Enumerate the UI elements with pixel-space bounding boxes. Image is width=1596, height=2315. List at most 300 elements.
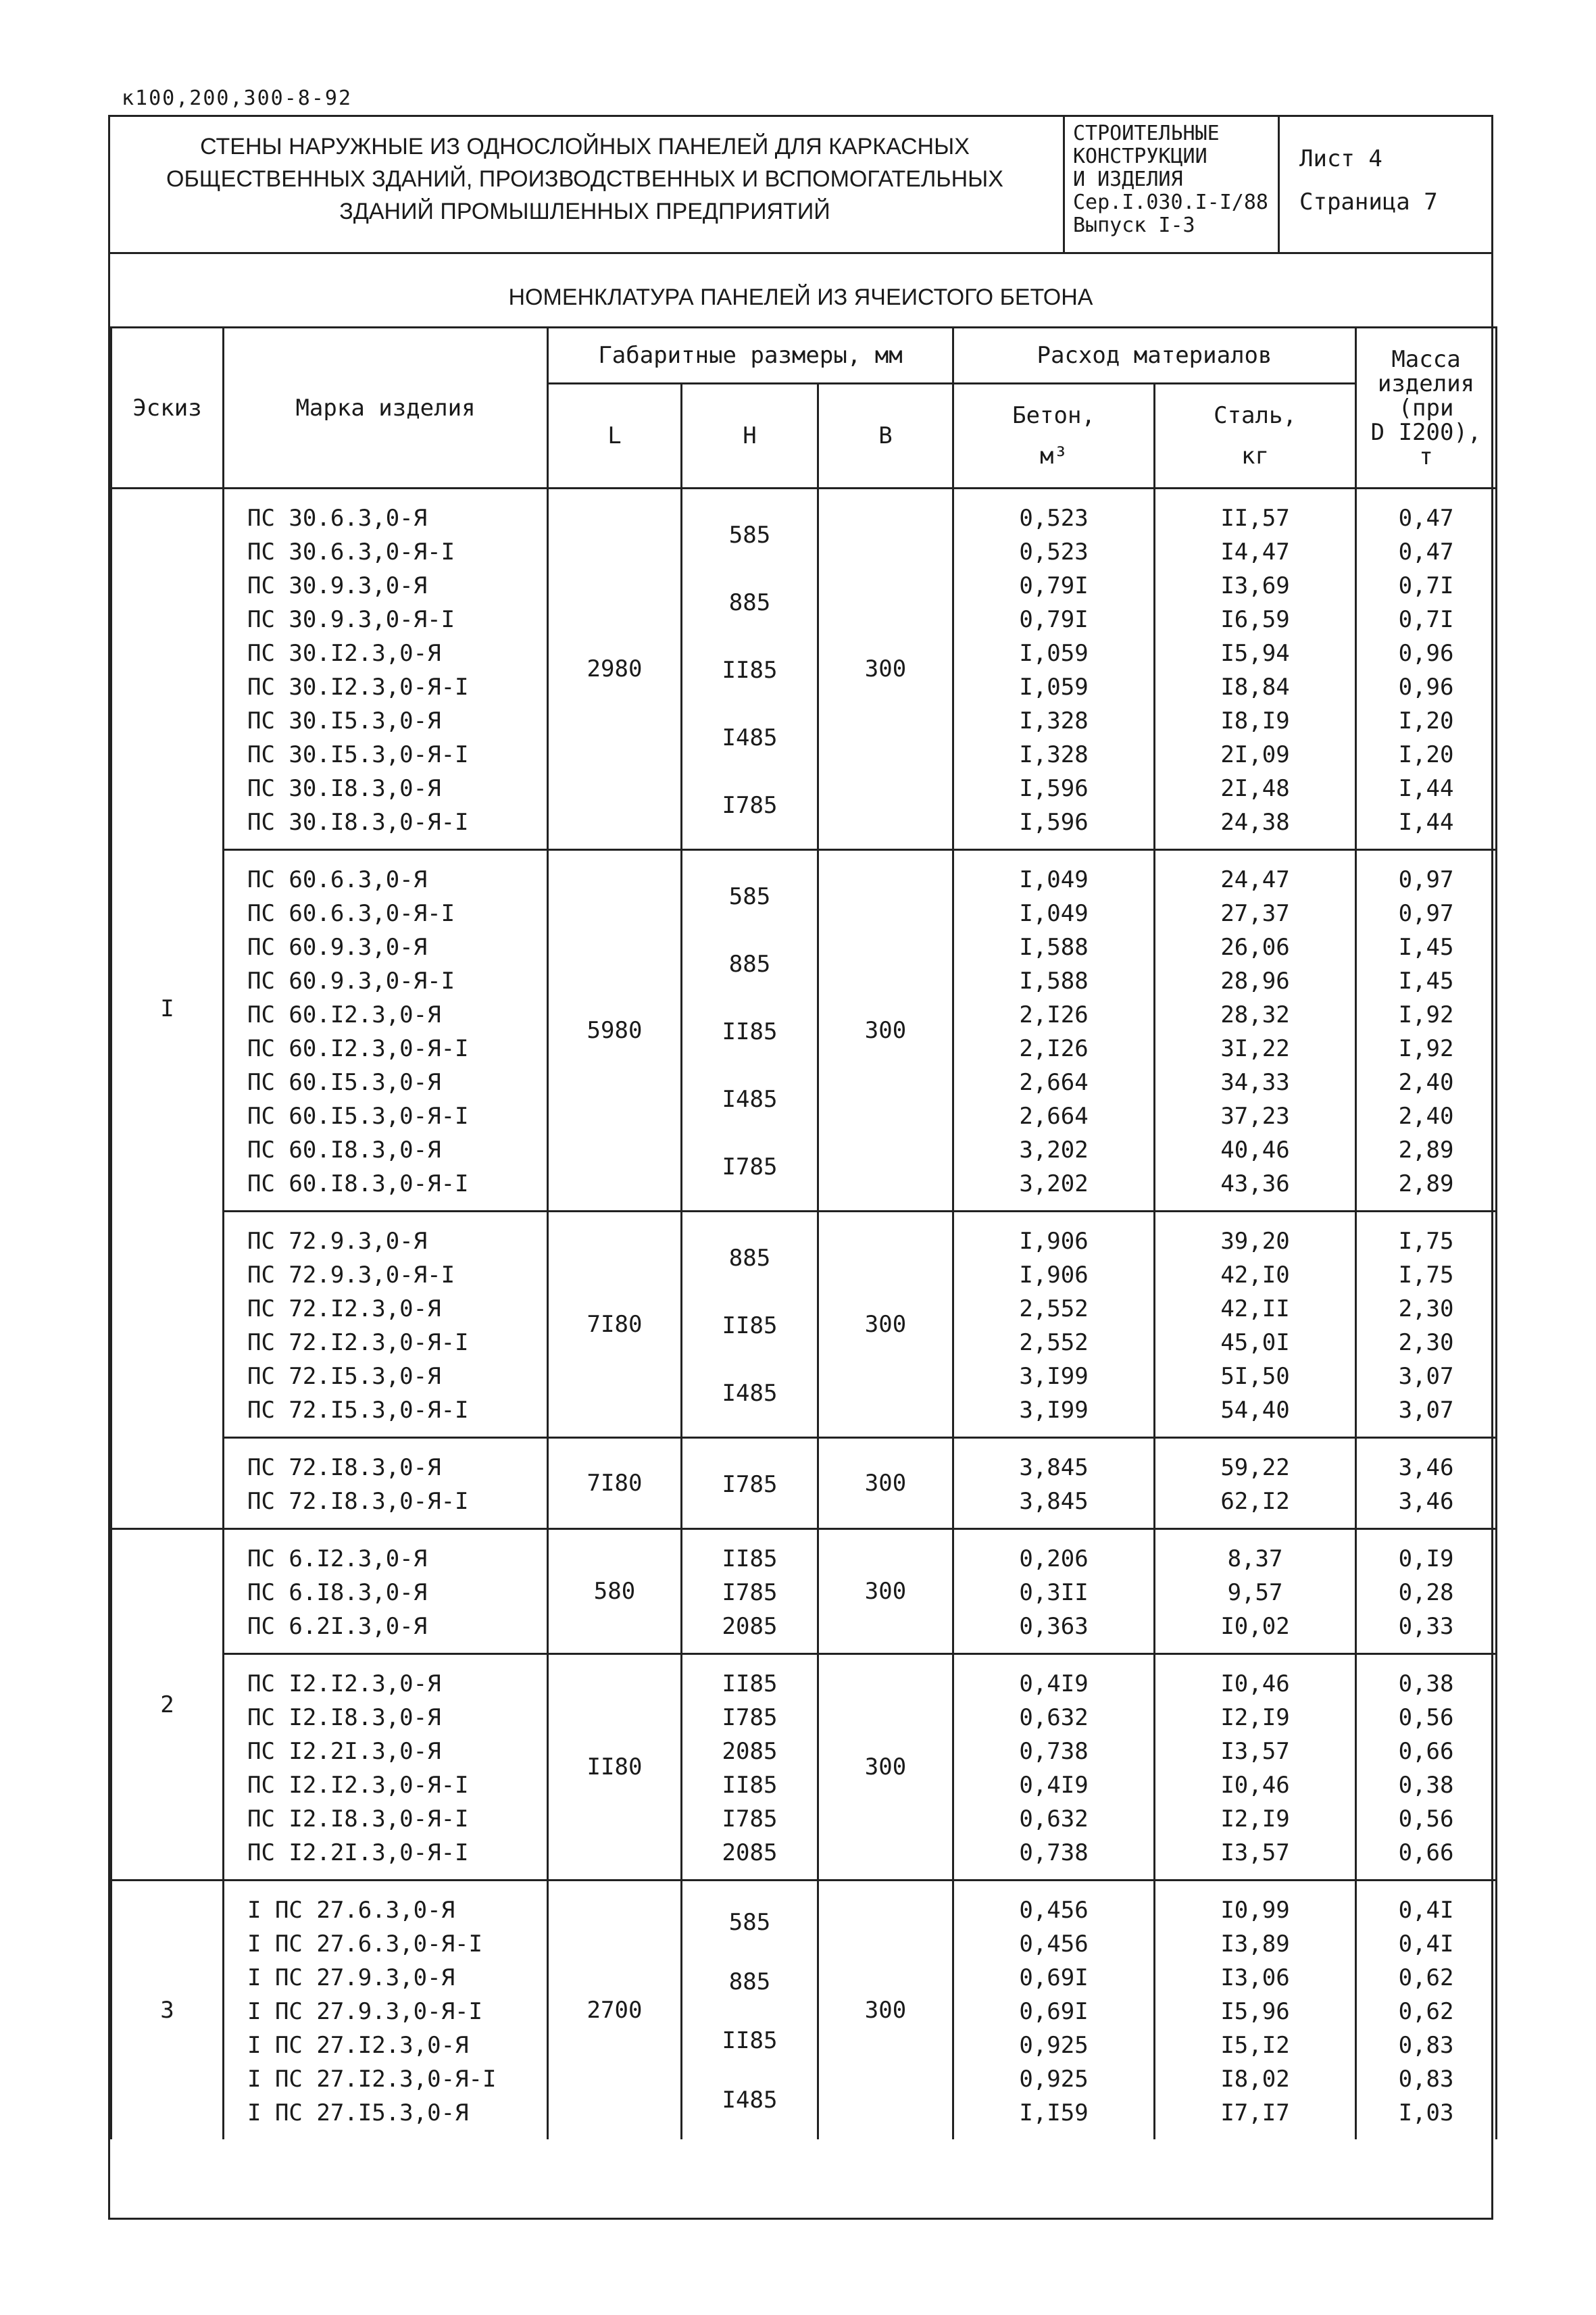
- panel-group-row: [111, 850, 1497, 1212]
- steel-cell-value: I4,47: [1220, 539, 1290, 566]
- mass-cell-value: 0,4I: [1398, 1897, 1454, 1924]
- width-cell-value: 300: [864, 1578, 907, 1605]
- length-cell-value: 2980: [587, 655, 643, 682]
- concrete-cell-value: 2,552: [1019, 1295, 1089, 1322]
- mass-cell-value: I,92: [1398, 1001, 1454, 1028]
- col-materials: Расход материалов: [953, 328, 1356, 384]
- series-line: КОНСТРУКЦИИ: [1073, 145, 1207, 168]
- mark-cell-value: ПС 30.I8.3,0-Я-I: [247, 809, 469, 836]
- concrete-cell: [953, 1654, 1155, 1881]
- steel-cell-value: II,57: [1220, 505, 1290, 532]
- steel-cell-value: 42,I0: [1220, 1262, 1290, 1289]
- mark-cell-value: ПС 60.9.3,0-Я-I: [247, 968, 455, 995]
- steel-cell-value: 34,33: [1220, 1069, 1290, 1096]
- mark-cell-value: ПС 30.6.3,0-Я-I: [247, 539, 455, 566]
- mark-cell: [224, 489, 548, 850]
- mass-cell-value: I,75: [1398, 1228, 1454, 1255]
- series-line: Выпуск I-3: [1073, 214, 1195, 237]
- concrete-cell: [953, 1438, 1155, 1529]
- mark-cell-value: ПС 30.9.3,0-Я: [247, 572, 428, 599]
- width-cell-value: 300: [864, 655, 907, 682]
- concrete-cell-value: I,596: [1019, 809, 1089, 836]
- length-cell-value: 5980: [587, 1017, 643, 1044]
- mark-cell-value: ПС 30.9.3,0-Я-I: [247, 606, 455, 633]
- mass-cell-value: 0,83: [1398, 2066, 1454, 2093]
- sheet-number: Лист 4: [1299, 145, 1382, 172]
- concrete-cell-value: 0,632: [1019, 1806, 1089, 1833]
- col-mass: [1356, 328, 1497, 489]
- panel-group-row: [111, 1881, 1497, 2140]
- mark-cell-value: I ПС 27.I2.3,0-Я-I: [247, 2066, 497, 2093]
- concrete-cell-value: 0,206: [1019, 1545, 1089, 1572]
- height-value: I485: [722, 1380, 778, 1407]
- mass-cell-value: 0,96: [1398, 674, 1454, 701]
- mark-cell-value: I ПС 27.6.3,0-Я-I: [247, 1931, 482, 1958]
- mass-cell-value: I,45: [1398, 968, 1454, 995]
- steel-cell-value: I7,I7: [1220, 2099, 1290, 2126]
- width-cell-value: 300: [864, 1311, 907, 1338]
- concrete-cell-value: 2,I26: [1019, 1001, 1089, 1028]
- concrete-cell-value: I,596: [1019, 775, 1089, 802]
- document-code: к100,200,300-8-92: [122, 86, 353, 110]
- steel-cell-value: I5,I2: [1220, 2032, 1290, 2059]
- col-concrete: [953, 384, 1155, 489]
- concrete-cell-value: 2,664: [1019, 1103, 1089, 1130]
- steel-cell-value: 59,22: [1220, 1454, 1290, 1481]
- mass-cell-value: 0,96: [1398, 640, 1454, 667]
- height-value: II85: [722, 657, 778, 684]
- steel-cell-value: I8,I9: [1220, 707, 1290, 735]
- mark-cell: [224, 1438, 548, 1529]
- mass-cell-value: 0,33: [1398, 1613, 1454, 1640]
- length-cell: [548, 1529, 682, 1654]
- mass-cell-value: I,03: [1398, 2099, 1454, 2126]
- concrete-cell-value: I,588: [1019, 968, 1089, 995]
- mark-cell-value: ПС 60.I2.3,0-Я: [247, 1001, 441, 1028]
- mass-cell-value: I,44: [1398, 809, 1454, 836]
- width-cell: [818, 1654, 953, 1881]
- height-value: I785: [722, 1471, 778, 1498]
- sketch-cell: [111, 489, 224, 1529]
- drawing-sheet: [108, 115, 1493, 2220]
- col-steel: [1155, 384, 1356, 489]
- mark-cell-value: ПС I2.I2.3,0-Я: [247, 1670, 441, 1697]
- steel-cell-value: 40,46: [1220, 1137, 1290, 1164]
- mark-cell-value: ПС I2.I8.3,0-Я: [247, 1704, 441, 1731]
- concrete-cell-value: 0,3II: [1019, 1579, 1089, 1606]
- col-mark: Марка изделия: [224, 328, 548, 489]
- height-value: II85: [722, 2027, 778, 2054]
- steel-cell-value: 9,57: [1227, 1579, 1283, 1606]
- sketch-number: I: [160, 995, 174, 1022]
- concrete-cell-value: 0,738: [1019, 1738, 1089, 1765]
- length-cell: [548, 489, 682, 850]
- concrete-cell-value: 0,925: [1019, 2032, 1089, 2059]
- mass-cell-value: 0,83: [1398, 2032, 1454, 2059]
- concrete-cell-value: 0,523: [1019, 505, 1089, 532]
- concrete-cell: [953, 1212, 1155, 1438]
- height-value: I485: [722, 1086, 778, 1113]
- mass-cell-value: 0,7I: [1398, 606, 1454, 633]
- height-value: 2085: [722, 1738, 778, 1765]
- mark-cell: [224, 1654, 548, 1881]
- mass-header-line: D I200),: [1370, 418, 1482, 446]
- height-value: 885: [728, 589, 771, 616]
- height-value: 885: [728, 1245, 771, 1272]
- mass-header-line: (при: [1398, 394, 1454, 422]
- mark-cell-value: ПС 6.I2.3,0-Я: [247, 1545, 428, 1572]
- series-line: И ИЗДЕЛИЯ: [1073, 168, 1183, 191]
- steel-cell-value: 5I,50: [1220, 1363, 1290, 1390]
- mass-cell: [1356, 1654, 1497, 1881]
- mass-cell-value: 0,38: [1398, 1772, 1454, 1799]
- steel-cell-value: 42,II: [1220, 1295, 1290, 1322]
- concrete-cell-value: I,906: [1019, 1262, 1089, 1289]
- mass-cell: [1356, 850, 1497, 1212]
- steel-cell-value: 28,96: [1220, 968, 1290, 995]
- width-cell: [818, 1212, 953, 1438]
- concrete-label: Бетон,: [1012, 402, 1095, 429]
- steel-cell-value: 2I,09: [1220, 741, 1290, 768]
- steel-cell-value: 27,37: [1220, 900, 1290, 927]
- sheet-info: [1299, 137, 1438, 224]
- steel-cell-value: I0,02: [1220, 1613, 1290, 1640]
- mass-cell-value: I,44: [1398, 775, 1454, 802]
- steel-cell-value: 37,23: [1220, 1103, 1290, 1130]
- steel-cell-value: 2I,48: [1220, 775, 1290, 802]
- panel-group-row: [111, 1212, 1497, 1438]
- concrete-cell-value: 0,4I9: [1019, 1772, 1089, 1799]
- height-value: 885: [728, 951, 771, 978]
- sketch-number: 3: [160, 1997, 174, 2024]
- steel-cell-value: I3,57: [1220, 1839, 1290, 1866]
- steel-unit: кг: [1241, 443, 1269, 470]
- mass-cell-value: 0,47: [1398, 505, 1454, 532]
- concrete-cell-value: 0,363: [1019, 1613, 1089, 1640]
- mark-cell-value: ПС I2.I8.3,0-Я-I: [247, 1806, 469, 1833]
- mark-cell-value: ПС I2.I2.3,0-Я-I: [247, 1772, 469, 1799]
- concrete-cell-value: 3,I99: [1019, 1363, 1089, 1390]
- mark-cell: [224, 1881, 548, 2140]
- length-cell: [548, 850, 682, 1212]
- mark-cell-value: I ПС 27.I2.3,0-Я: [247, 2032, 469, 2059]
- mass-cell-value: 2,40: [1398, 1103, 1454, 1130]
- concrete-cell-value: 3,I99: [1019, 1397, 1089, 1424]
- concrete-cell-value: 2,664: [1019, 1069, 1089, 1096]
- steel-cell-value: I3,69: [1220, 572, 1290, 599]
- steel-cell-value: 24,47: [1220, 866, 1290, 893]
- mass-cell-value: 2,89: [1398, 1137, 1454, 1164]
- mass-cell-value: 2,40: [1398, 1069, 1454, 1096]
- concrete-cell-value: 2,552: [1019, 1329, 1089, 1356]
- length-cell: [548, 1654, 682, 1881]
- mass-cell-value: 0,4I: [1398, 1931, 1454, 1958]
- length-cell: [548, 1212, 682, 1438]
- col-H: H: [682, 384, 818, 489]
- mark-cell: [224, 850, 548, 1212]
- mark-cell-value: ПС 6.I8.3,0-Я: [247, 1579, 428, 1606]
- mark-cell-value: ПС 30.I5.3,0-Я: [247, 707, 441, 735]
- mark-cell-value: ПС 30.I2.3,0-Я-I: [247, 674, 469, 701]
- mass-cell-value: I,92: [1398, 1035, 1454, 1062]
- page-number: Страница 7: [1299, 189, 1438, 216]
- width-cell: [818, 1529, 953, 1654]
- steel-cell-value: I2,I9: [1220, 1704, 1290, 1731]
- concrete-cell-value: I,588: [1019, 934, 1089, 961]
- mass-cell: [1356, 1212, 1497, 1438]
- mass-cell-value: I,20: [1398, 741, 1454, 768]
- mass-cell-value: 0,I9: [1398, 1545, 1454, 1572]
- mass-cell-value: 0,97: [1398, 866, 1454, 893]
- title-block: [110, 117, 1491, 254]
- steel-cell: [1155, 850, 1356, 1212]
- mark-cell: [224, 1529, 548, 1654]
- mark-cell-value: ПС 60.I5.3,0-Я-I: [247, 1103, 469, 1130]
- height-value: II85: [722, 1670, 778, 1697]
- concrete-cell-value: 0,456: [1019, 1897, 1089, 1924]
- panel-group-row: [111, 1654, 1497, 1881]
- length-cell-value: II80: [587, 1753, 643, 1781]
- concrete-cell-value: I,059: [1019, 640, 1089, 667]
- mass-cell-value: 2,30: [1398, 1329, 1454, 1356]
- mass-cell-value: 0,56: [1398, 1704, 1454, 1731]
- steel-cell-value: 28,32: [1220, 1001, 1290, 1028]
- steel-cell-value: I8,84: [1220, 674, 1290, 701]
- mark-cell-value: I ПС 27.9.3,0-Я-I: [247, 1998, 482, 2025]
- sketch-cell: [111, 1881, 224, 2140]
- mark-cell-value: ПС 30.I8.3,0-Я: [247, 775, 441, 802]
- concrete-cell: [953, 1881, 1155, 2140]
- steel-cell: [1155, 1654, 1356, 1881]
- mass-cell-value: I,45: [1398, 934, 1454, 961]
- height-value: II85: [722, 1772, 778, 1799]
- concrete-cell-value: I,906: [1019, 1228, 1089, 1255]
- sketch-cell: [111, 1529, 224, 1881]
- mass-cell: [1356, 1881, 1497, 2140]
- concrete-cell-value: 3,202: [1019, 1170, 1089, 1197]
- mass-cell-value: 0,47: [1398, 539, 1454, 566]
- concrete-cell-value: 0,69I: [1019, 1998, 1089, 2025]
- mark-cell-value: ПС 72.I5.3,0-Я: [247, 1363, 441, 1390]
- steel-cell-value: I5,94: [1220, 640, 1290, 667]
- steel-cell: [1155, 1529, 1356, 1654]
- height-value: 885: [728, 1968, 771, 1995]
- concrete-cell-value: 0,738: [1019, 1839, 1089, 1866]
- width-cell-value: 300: [864, 1017, 907, 1044]
- steel-cell-value: 8,37: [1227, 1545, 1283, 1572]
- height-value: II85: [722, 1545, 778, 1572]
- mark-cell-value: ПС 72.9.3,0-Я-I: [247, 1262, 455, 1289]
- panel-nomenclature-table: [110, 326, 1497, 2139]
- width-cell-value: 300: [864, 1753, 907, 1781]
- mass-cell-value: 2,30: [1398, 1295, 1454, 1322]
- concrete-cell: [953, 1529, 1155, 1654]
- concrete-cell-value: 2,I26: [1019, 1035, 1089, 1062]
- mass-cell-value: 0,62: [1398, 1964, 1454, 1991]
- mark-cell-value: ПС 72.I2.3,0-Я-I: [247, 1329, 469, 1356]
- mark-cell-value: ПС 60.I8.3,0-Я: [247, 1137, 441, 1164]
- width-cell: [818, 1881, 953, 2140]
- mass-cell-value: 0,66: [1398, 1738, 1454, 1765]
- steel-cell-value: I0,99: [1220, 1897, 1290, 1924]
- height-cell: [682, 1438, 818, 1529]
- mark-cell-value: ПС 60.I2.3,0-Я-I: [247, 1035, 469, 1062]
- steel-cell-value: I5,96: [1220, 1998, 1290, 2025]
- steel-cell-value: 26,06: [1220, 934, 1290, 961]
- mass-cell-value: 0,38: [1398, 1670, 1454, 1697]
- mass-header-line: Масса: [1391, 345, 1461, 373]
- mark-cell-value: ПС 72.I5.3,0-Я-I: [247, 1397, 469, 1424]
- concrete-cell-value: I,I59: [1019, 2099, 1089, 2126]
- mass-cell-value: 3,46: [1398, 1454, 1454, 1481]
- steel-cell-value: 54,40: [1220, 1397, 1290, 1424]
- steel-cell: [1155, 1212, 1356, 1438]
- series-line: СТРОИТЕЛЬНЫЕ: [1073, 122, 1220, 145]
- steel-cell: [1155, 489, 1356, 850]
- mark-cell-value: ПС I2.2I.3,0-Я: [247, 1738, 441, 1765]
- concrete-cell-value: I,328: [1019, 707, 1089, 735]
- mark-cell: [224, 1212, 548, 1438]
- concrete-cell-value: I,049: [1019, 900, 1089, 927]
- col-sketch: Эскиз: [111, 328, 224, 489]
- mark-cell-value: ПС 30.6.3,0-Я: [247, 505, 428, 532]
- mark-cell-value: ПС 72.I2.3,0-Я: [247, 1295, 441, 1322]
- col-B: B: [818, 384, 953, 489]
- width-cell-value: 300: [864, 1470, 907, 1497]
- mass-cell: [1356, 489, 1497, 850]
- mass-cell-value: 0,97: [1398, 900, 1454, 927]
- height-cell: [682, 850, 818, 1212]
- concrete-cell-value: 0,925: [1019, 2066, 1089, 2093]
- height-value: 2085: [722, 1839, 778, 1866]
- steel-cell-value: I8,02: [1220, 2066, 1290, 2093]
- height-value: 585: [728, 883, 771, 910]
- mass-cell-value: 2,89: [1398, 1170, 1454, 1197]
- mark-cell-value: I ПС 27.9.3,0-Я: [247, 1964, 455, 1991]
- mark-cell-value: ПС 60.I8.3,0-Я-I: [247, 1170, 469, 1197]
- steel-cell-value: I3,06: [1220, 1964, 1290, 1991]
- length-cell: [548, 1881, 682, 2140]
- concrete-cell-value: 0,69I: [1019, 1964, 1089, 1991]
- table-title: НОМЕНКЛАТУРА ПАНЕЛЕЙ ИЗ ЯЧЕИСТОГО БЕТОНА: [508, 284, 1093, 310]
- mark-cell-value: ПС 60.6.3,0-Я: [247, 866, 428, 893]
- concrete-cell-value: 0,523: [1019, 539, 1089, 566]
- series-info: [1073, 122, 1268, 237]
- concrete-cell-value: 0,79I: [1019, 606, 1089, 633]
- height-value: I785: [722, 1153, 778, 1180]
- mass-header-line: изделия: [1377, 370, 1475, 397]
- steel-cell-value: I3,57: [1220, 1738, 1290, 1765]
- width-cell: [818, 1438, 953, 1529]
- mark-cell-value: I ПС 27.6.3,0-Я: [247, 1897, 455, 1924]
- width-cell: [818, 850, 953, 1212]
- concrete-cell-value: 3,845: [1019, 1488, 1089, 1515]
- concrete-cell-value: 3,845: [1019, 1454, 1089, 1481]
- steel-cell-value: I3,89: [1220, 1931, 1290, 1958]
- mark-cell-value: ПС I2.2I.3,0-Я-I: [247, 1839, 469, 1866]
- concrete-cell-value: I,049: [1019, 866, 1089, 893]
- steel-label: Сталь,: [1214, 402, 1297, 429]
- steel-cell-value: 45,0I: [1220, 1329, 1290, 1356]
- height-value: I485: [722, 2086, 778, 2114]
- title-line: СТЕНЫ НАРУЖНЫЕ ИЗ ОДНОСЛОЙНЫХ ПАНЕЛЕЙ ДЛЯ КАРКАСНЫХ: [200, 134, 970, 159]
- height-value: I785: [722, 1806, 778, 1833]
- height-cell: [682, 1212, 818, 1438]
- concrete-cell-value: 0,79I: [1019, 572, 1089, 599]
- concrete-cell-value: 0,632: [1019, 1704, 1089, 1731]
- concrete-cell-value: I,328: [1019, 741, 1089, 768]
- height-value: 585: [728, 522, 771, 549]
- mass-cell-value: 0,66: [1398, 1839, 1454, 1866]
- height-cell: [682, 1654, 818, 1881]
- concrete-unit: м³: [1040, 443, 1068, 470]
- mark-cell-value: ПС 72.9.3,0-Я: [247, 1228, 428, 1255]
- mass-cell-value: 0,56: [1398, 1806, 1454, 1833]
- mark-cell-value: ПС 72.I8.3,0-Я-I: [247, 1488, 469, 1515]
- length-cell-value: 7I80: [587, 1470, 643, 1497]
- mass-cell-value: I,20: [1398, 707, 1454, 735]
- height-value: 2085: [722, 1613, 778, 1640]
- col-L: L: [548, 384, 682, 489]
- mark-cell-value: ПС 60.I5.3,0-Я: [247, 1069, 441, 1096]
- mass-header-line: т: [1419, 443, 1433, 470]
- col-dims: Габаритные размеры, мм: [548, 328, 953, 384]
- steel-cell-value: 24,38: [1220, 809, 1290, 836]
- panel-group-row: [111, 1438, 1497, 1529]
- mass-cell: [1356, 1438, 1497, 1529]
- mark-cell-value: ПС 30.I5.3,0-Я-I: [247, 741, 469, 768]
- steel-cell-value: I0,46: [1220, 1772, 1290, 1799]
- steel-cell: [1155, 1438, 1356, 1529]
- title-line: ОБЩЕСТВЕННЫХ ЗДАНИЙ, ПРОИЗВОДСТВЕННЫХ И ВСПОМОГАТЕЛЬНЫХ: [166, 166, 1003, 192]
- document-title: [110, 130, 1059, 228]
- steel-cell-value: I2,I9: [1220, 1806, 1290, 1833]
- steel-cell-value: 43,36: [1220, 1170, 1290, 1197]
- height-value: 585: [728, 1909, 771, 1936]
- mark-cell-value: I ПС 27.I5.3,0-Я: [247, 2099, 469, 2126]
- mark-cell-value: ПС 72.I8.3,0-Я: [247, 1454, 441, 1481]
- steel-cell: [1155, 1881, 1356, 2140]
- steel-cell-value: I0,46: [1220, 1670, 1290, 1697]
- steel-cell-value: 39,20: [1220, 1228, 1290, 1255]
- concrete-cell-value: I,059: [1019, 674, 1089, 701]
- concrete-cell-value: 3,202: [1019, 1137, 1089, 1164]
- steel-cell-value: I6,59: [1220, 606, 1290, 633]
- height-cell: [682, 1529, 818, 1654]
- height-value: I785: [722, 1704, 778, 1731]
- mass-cell-value: I,75: [1398, 1262, 1454, 1289]
- height-cell: [682, 1881, 818, 2140]
- sketch-number: 2: [160, 1691, 174, 1718]
- series-line: Сер.I.030.I-I/88: [1073, 191, 1268, 214]
- mass-cell-value: 3,07: [1398, 1363, 1454, 1390]
- mass-cell-value: 3,07: [1398, 1397, 1454, 1424]
- width-cell-value: 300: [864, 1997, 907, 2024]
- panel-group-row: [111, 489, 1497, 850]
- height-cell: [682, 489, 818, 850]
- mass-cell-value: 0,62: [1398, 1998, 1454, 2025]
- steel-cell-value: 3I,22: [1220, 1035, 1290, 1062]
- height-value: II85: [722, 1312, 778, 1339]
- mark-cell-value: ПС 6.2I.3,0-Я: [247, 1613, 428, 1640]
- concrete-cell-value: 0,4I9: [1019, 1670, 1089, 1697]
- concrete-cell-value: 0,456: [1019, 1931, 1089, 1958]
- mass-cell-value: 0,7I: [1398, 572, 1454, 599]
- height-value: I785: [722, 792, 778, 819]
- mark-cell-value: ПС 60.9.3,0-Я: [247, 934, 428, 961]
- concrete-cell: [953, 850, 1155, 1212]
- mark-cell-value: ПС 60.6.3,0-Я-I: [247, 900, 455, 927]
